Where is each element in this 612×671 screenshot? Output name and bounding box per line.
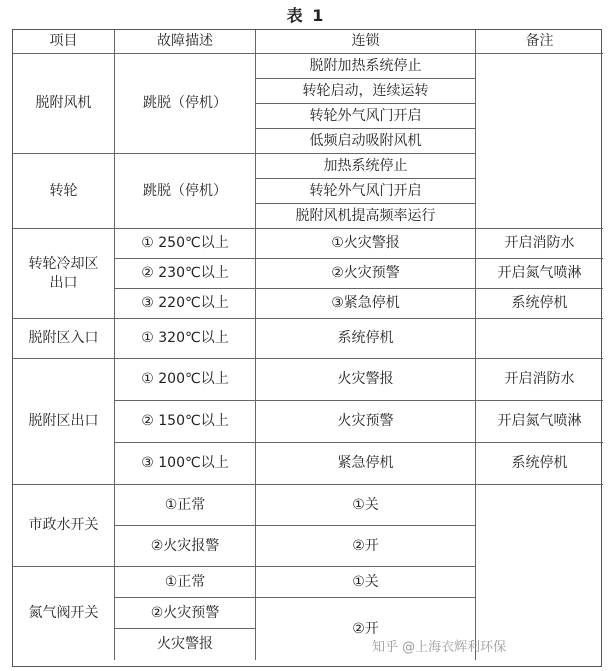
interlock-cell: ①火灾警报: [256, 229, 476, 259]
fault-cell: ① 250℃以上: [115, 229, 256, 259]
item-cell: 转轮冷却区出口: [13, 229, 115, 319]
note-cell-empty: [476, 54, 603, 229]
fault-cell: ③ 100℃以上: [115, 443, 256, 485]
fault-cell: ② 230℃以上: [115, 259, 256, 289]
fault-cell: ①正常: [115, 485, 256, 526]
header-note: 备注: [476, 30, 603, 54]
fault-cell: ②火灾报警: [115, 526, 256, 567]
note-cell: 系统停机: [476, 289, 603, 319]
interlock-cell: ②开: [256, 526, 476, 567]
interlock-cell: ③紧急停机: [256, 289, 476, 319]
fault-cell: 火灾警报: [115, 629, 256, 660]
interlock-cell: ①关: [256, 567, 476, 598]
interlock-cell: 火灾警报: [256, 359, 476, 401]
note-cell: 开启氮气喷淋: [476, 259, 603, 289]
interlock-cell: 脱附风机提高频率运行: [256, 204, 476, 229]
note-cell: 开启消防水: [476, 359, 603, 401]
item-cell: 脱附风机: [13, 54, 115, 154]
item-cell: 脱附区出口: [13, 359, 115, 485]
note-cell: 开启氮气喷淋: [476, 401, 603, 443]
fault-cell: 跳脱（停机）: [115, 154, 256, 229]
interlock-cell: 紧急停机: [256, 443, 476, 485]
interlock-cell: 系统停机: [256, 319, 476, 359]
interlock-cell: 加热系统停止: [256, 154, 476, 179]
item-cell: 转轮: [13, 154, 115, 229]
item-cell: 市政水开关: [13, 485, 115, 567]
interlock-cell: ①关: [256, 485, 476, 526]
interlock-cell: ②火灾预警: [256, 259, 476, 289]
header-fault: 故障描述: [115, 30, 256, 54]
fault-cell: ① 320℃以上: [115, 319, 256, 359]
watermark: 知乎 @上海衣辉利环保: [372, 640, 507, 655]
header-item: 项目: [13, 30, 115, 54]
note-cell-empty: [476, 485, 603, 660]
fault-cell: ③ 220℃以上: [115, 289, 256, 319]
interlock-cell: 脱附加热系统停止: [256, 54, 476, 79]
item-cell: 氮气阀开关: [13, 567, 115, 660]
interlock-cell: 转轮启动，连续运转: [256, 79, 476, 104]
fault-cell: ① 200℃以上: [115, 359, 256, 401]
fault-cell: 跳脱（停机）: [115, 54, 256, 154]
note-cell: 系统停机: [476, 443, 603, 485]
header-interlock: 连锁: [256, 30, 476, 54]
interlock-cell: 低频启动吸附风机: [256, 129, 476, 154]
interlock-cell: 火灾预警: [256, 401, 476, 443]
note-cell: 开启消防水: [476, 229, 603, 259]
item-cell: 脱附区入口: [13, 319, 115, 359]
note-cell-empty: [476, 319, 603, 359]
fault-interlock-table: [12, 29, 602, 667]
interlock-cell: ②开: [256, 598, 476, 660]
fault-cell: ②火灾预警: [115, 598, 256, 629]
interlock-cell: 转轮外气风门开启: [256, 179, 476, 204]
table-title: 表 1: [286, 6, 326, 25]
fault-cell: ①正常: [115, 567, 256, 598]
fault-cell: ② 150℃以上: [115, 401, 256, 443]
interlock-cell: 转轮外气风门开启: [256, 104, 476, 129]
